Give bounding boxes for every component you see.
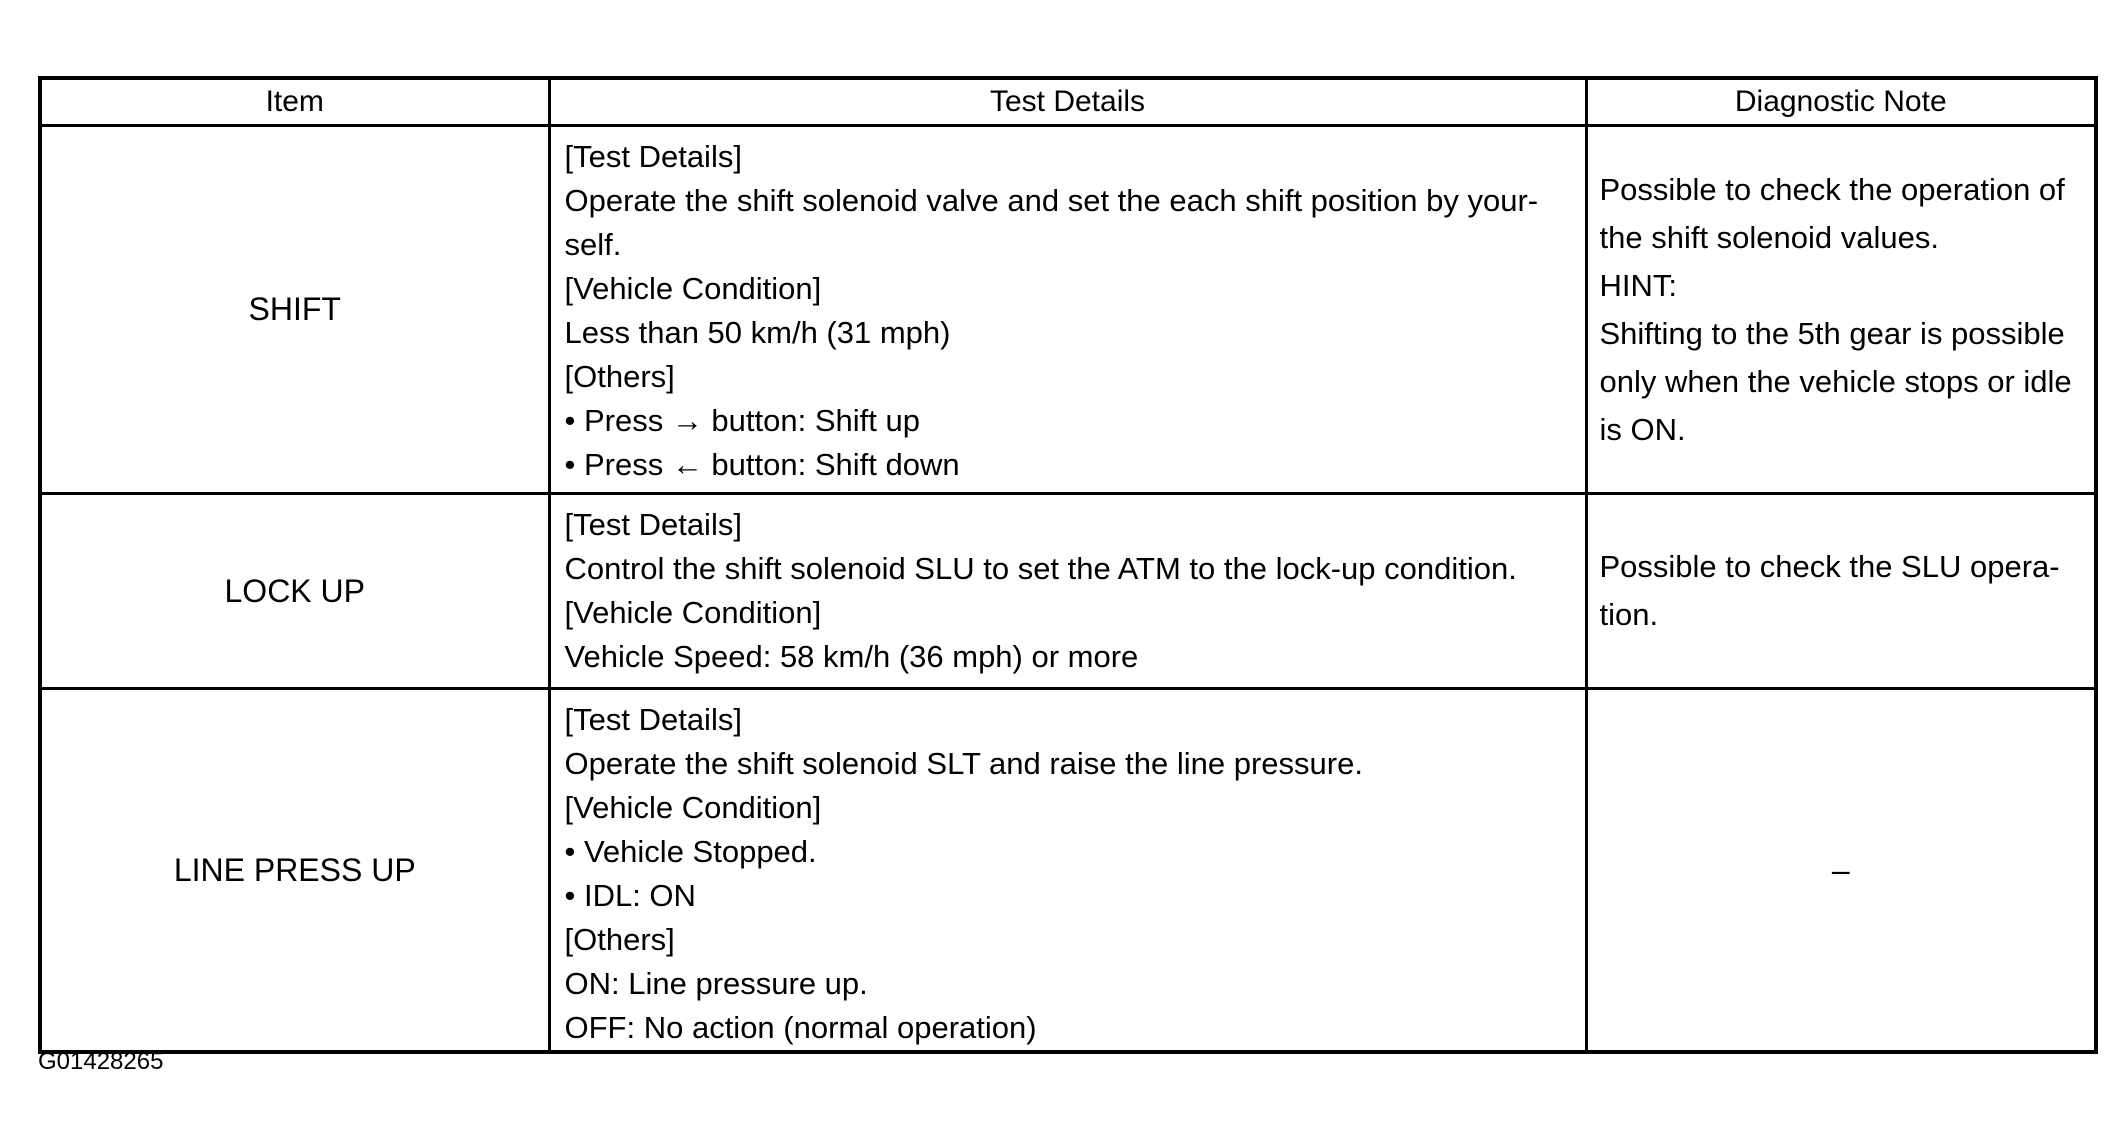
details-cell-line-press-up — [549, 689, 1586, 1053]
header-item: Item — [40, 78, 549, 126]
details-line: Less than 50 km/h (31 mph) — [564, 315, 951, 350]
note-line: Shifting to the 5th gear is possible — [1599, 315, 2065, 351]
details-line: [Test Details] — [564, 702, 742, 737]
details-line: • Press ← button: Shift down — [564, 447, 960, 482]
details-line: • Press → button: Shift up — [564, 403, 920, 438]
note-line: is ON. — [1599, 411, 1686, 447]
note-cell-lock-up — [1586, 494, 2096, 689]
table-row-line-press-up — [40, 689, 2096, 1053]
details-line: ON: Line pressure up. — [564, 966, 868, 1001]
details-line: [Test Details] — [564, 139, 742, 174]
details-line: OFF: No action (normal operation) — [564, 1010, 1037, 1045]
details-line: • IDL: ON — [564, 878, 696, 913]
item-cell-line-press-up: LINE PRESS UP — [40, 689, 549, 1053]
details-line: Operate the shift solenoid SLT and raise the line pressure. — [564, 746, 1363, 781]
note-cell-line-press-up: – — [1586, 689, 2096, 1053]
details-line: [Vehicle Condition] — [564, 595, 822, 630]
note-line: only when the vehicle stops or idle — [1599, 363, 2072, 399]
details-line: [Vehicle Condition] — [564, 271, 822, 306]
item-cell-shift: SHIFT — [40, 126, 549, 494]
note-line: Possible to check the SLU opera- — [1599, 549, 2060, 584]
details-line: [Others] — [564, 922, 675, 957]
details-line: • Vehicle Stopped. — [564, 834, 817, 869]
details-line: [Others] — [564, 359, 675, 394]
table-header-row — [40, 78, 2096, 126]
details-cell-lock-up — [549, 494, 1586, 689]
table-row-shift — [40, 126, 2096, 494]
details-line: Control the shift solenoid SLU to set the ATM to the lock-up condition. — [564, 551, 1517, 586]
details-line: Vehicle Speed: 58 km/h (36 mph) or more — [564, 639, 1139, 674]
figure-id: G01428265 — [38, 1048, 164, 1075]
note-line: Possible to check the operation of — [1599, 171, 2065, 207]
details-line: self. — [564, 227, 622, 262]
note-line: HINT: — [1599, 267, 1677, 303]
details-line: Operate the shift solenoid valve and set the each shift position by your- — [564, 183, 1539, 218]
details-line: [Vehicle Condition] — [564, 790, 822, 825]
note-cell-shift — [1586, 126, 2096, 494]
details-cell-shift — [549, 126, 1586, 494]
note-line: tion. — [1599, 597, 1659, 632]
header-diagnostic-note: Diagnostic Note — [1586, 78, 2096, 126]
diagnostic-table — [38, 76, 2098, 1054]
table-row-lock-up — [40, 494, 2096, 689]
header-test-details: Test Details — [549, 78, 1586, 126]
item-cell-lock-up: LOCK UP — [40, 494, 549, 689]
note-line: the shift solenoid values. — [1599, 219, 1939, 255]
details-line: [Test Details] — [564, 507, 742, 542]
